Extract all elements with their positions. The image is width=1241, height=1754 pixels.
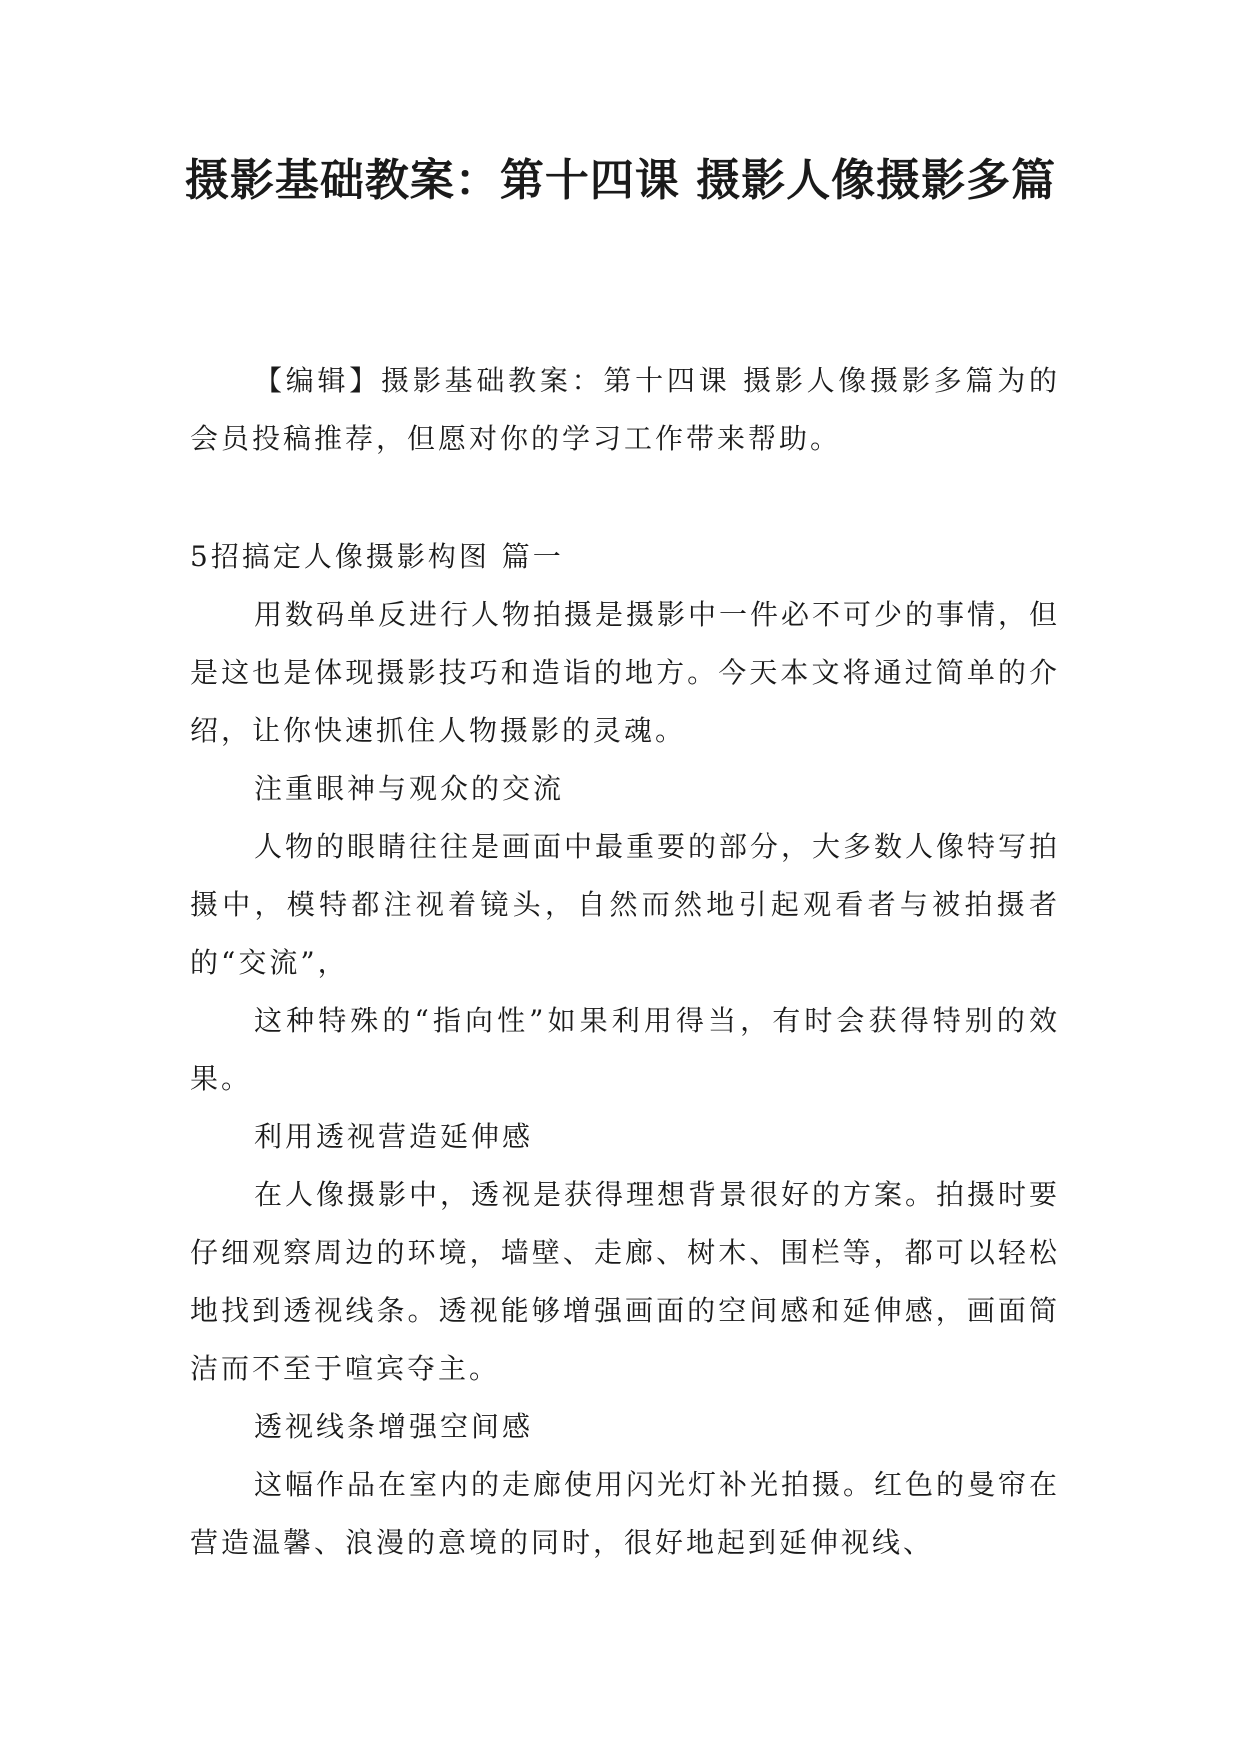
paragraph: 这种特殊的“指向性”如果利用得当，有时会获得特别的效果。	[190, 1004, 1060, 1095]
editor-note: 【编辑】摄影基础教案：第十四课 摄影人像摄影多篇为的会员投稿推荐，但愿对你的学习工作带来帮助。	[190, 364, 1060, 455]
article-body	[190, 528, 1060, 1572]
paragraph: 在人像摄影中，透视是获得理想背景很好的方案。拍摄时要仔细观察周边的环境，墙壁、走廊、树木、围栏等，都可以轻松地找到透视线条。透视能够增强画面的空间感和延伸感，画面简洁而不至于喧宾夺主。	[190, 1178, 1061, 1385]
section-heading: 5招搞定人像摄影构图 篇一	[190, 540, 564, 573]
editor-note-block	[190, 352, 1060, 468]
subheading-eye-contact: 注重眼神与观众的交流	[254, 772, 565, 805]
paragraph: 人物的眼睛往往是画面中最重要的部分，大多数人像特写拍摄中，模特都注视着镜头，自然而然地引起观看者与被拍摄者的“交流”，	[190, 830, 1061, 979]
subheading-perspective-lines: 透视线条增强空间感	[254, 1410, 534, 1443]
subheading-perspective: 利用透视营造延伸感	[254, 1120, 534, 1153]
document-title: 摄影基础教案：第十四课 摄影人像摄影多篇	[184, 155, 1057, 206]
paragraph: 用数码单反进行人物拍摄是摄影中一件必不可少的事情，但是这也是体现摄影技巧和造诣的地方。今天本文将通过简单的介绍，让你快速抓住人物摄影的灵魂。	[190, 598, 1061, 747]
paragraph: 这幅作品在室内的走廊使用闪光灯补光拍摄。红色的曼帘在营造温馨、浪漫的意境的同时，很好地起到延伸视线、	[190, 1468, 1061, 1559]
